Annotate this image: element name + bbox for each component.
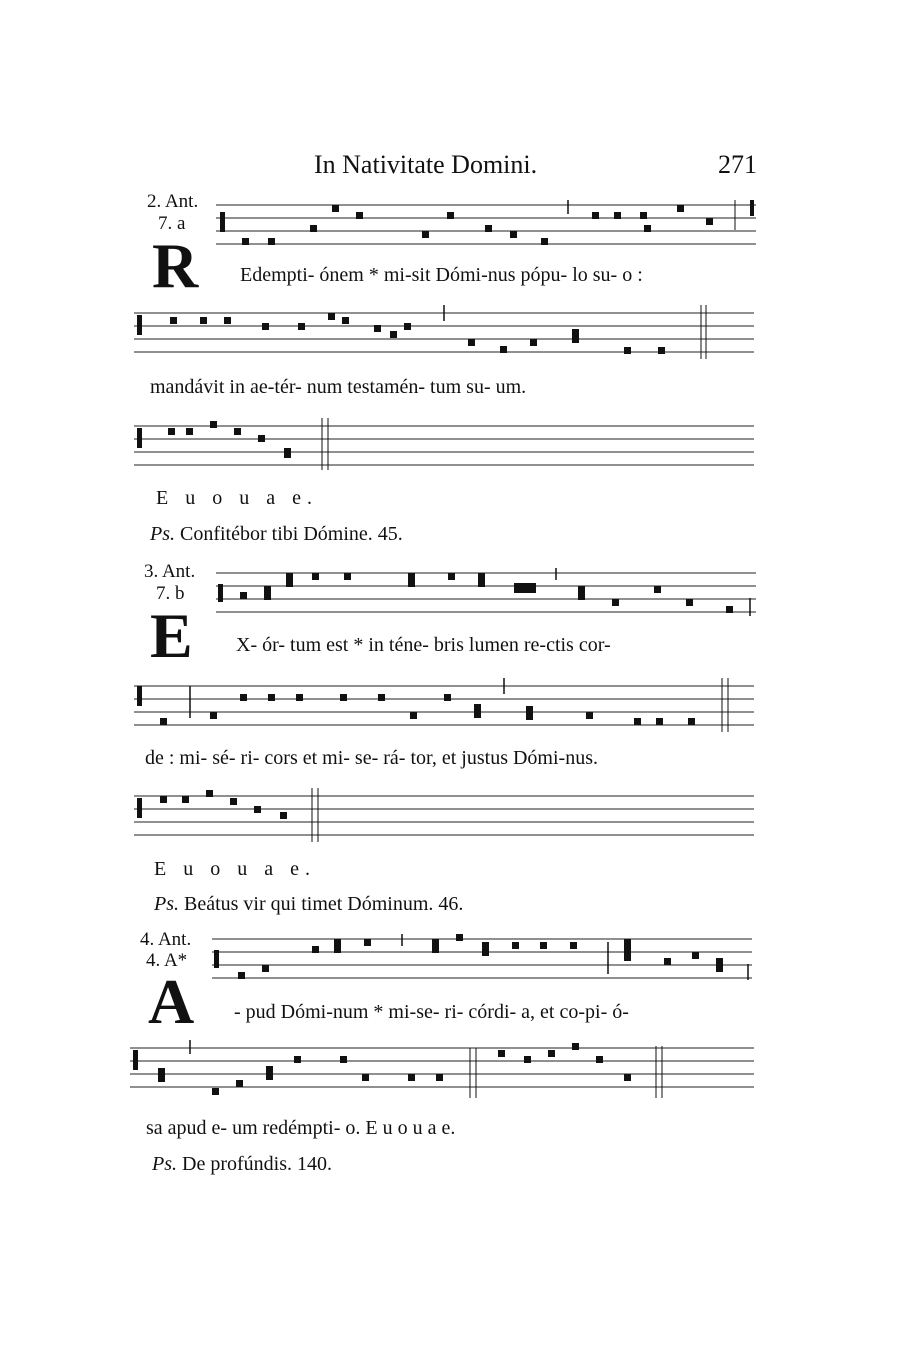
initial-letter: E <box>150 600 193 671</box>
mode-label: 7. b <box>156 583 185 604</box>
mode-label: 7. a <box>158 213 186 234</box>
lyrics-line: X- ór- tum est * in téne- bris lumen re-ctis cor- <box>236 634 611 656</box>
psalm-reference <box>154 893 463 916</box>
initial-letter: R <box>152 230 199 301</box>
lyrics-line: sa apud e- um redémpti- o. E u o u a e. <box>146 1117 456 1139</box>
antiphon-label: 3. Ant. <box>144 561 196 582</box>
initial-letter: A <box>148 966 195 1037</box>
music-staff <box>130 1040 754 1102</box>
psalm-reference <box>150 523 403 546</box>
music-staff <box>134 678 754 740</box>
music-staff <box>216 200 756 250</box>
music-staff <box>216 568 756 620</box>
psalm-incipit: Beátus vir qui timet Dóminum. 46. <box>184 893 464 915</box>
psalm-incipit: De profúndis. 140. <box>182 1153 332 1175</box>
psalm-incipit: Confitébor tibi Dómine. 45. <box>180 523 403 545</box>
psalm-abbrev: Ps. <box>154 893 179 915</box>
psalm-abbrev: Ps. <box>150 523 175 545</box>
euouae-text: E u o u a e. <box>156 487 318 509</box>
lyrics-line: - pud Dómi-num * mi-se- ri- córdi- a, et co-pi- ó- <box>234 1001 629 1023</box>
music-staff <box>134 418 754 474</box>
antiphon-label: 4. Ant. <box>140 929 192 950</box>
euouae-text: E u o u a e. <box>154 858 316 880</box>
psalm-reference <box>152 1153 332 1176</box>
music-staff <box>134 305 754 365</box>
music-staff <box>134 788 754 844</box>
lyrics-line: de : mi- sé- ri- cors et mi- se- rá- tor, et justus Dómi-nus. <box>145 747 598 769</box>
mode-label: 4. A* <box>146 950 188 971</box>
antiphon-label: 2. Ant. <box>147 191 199 212</box>
psalm-abbrev: Ps. <box>152 1153 177 1175</box>
page-number: 271 <box>718 150 757 179</box>
lyrics-line: mandávit in ae-tér- num testamén- tum su- um. <box>150 376 527 398</box>
lyrics-line: Edempti- ónem * mi-sit Dómi-nus pópu- lo su- o : <box>240 264 643 286</box>
music-staff <box>212 934 752 986</box>
page-title: In Nativitate Domini. <box>314 150 538 179</box>
